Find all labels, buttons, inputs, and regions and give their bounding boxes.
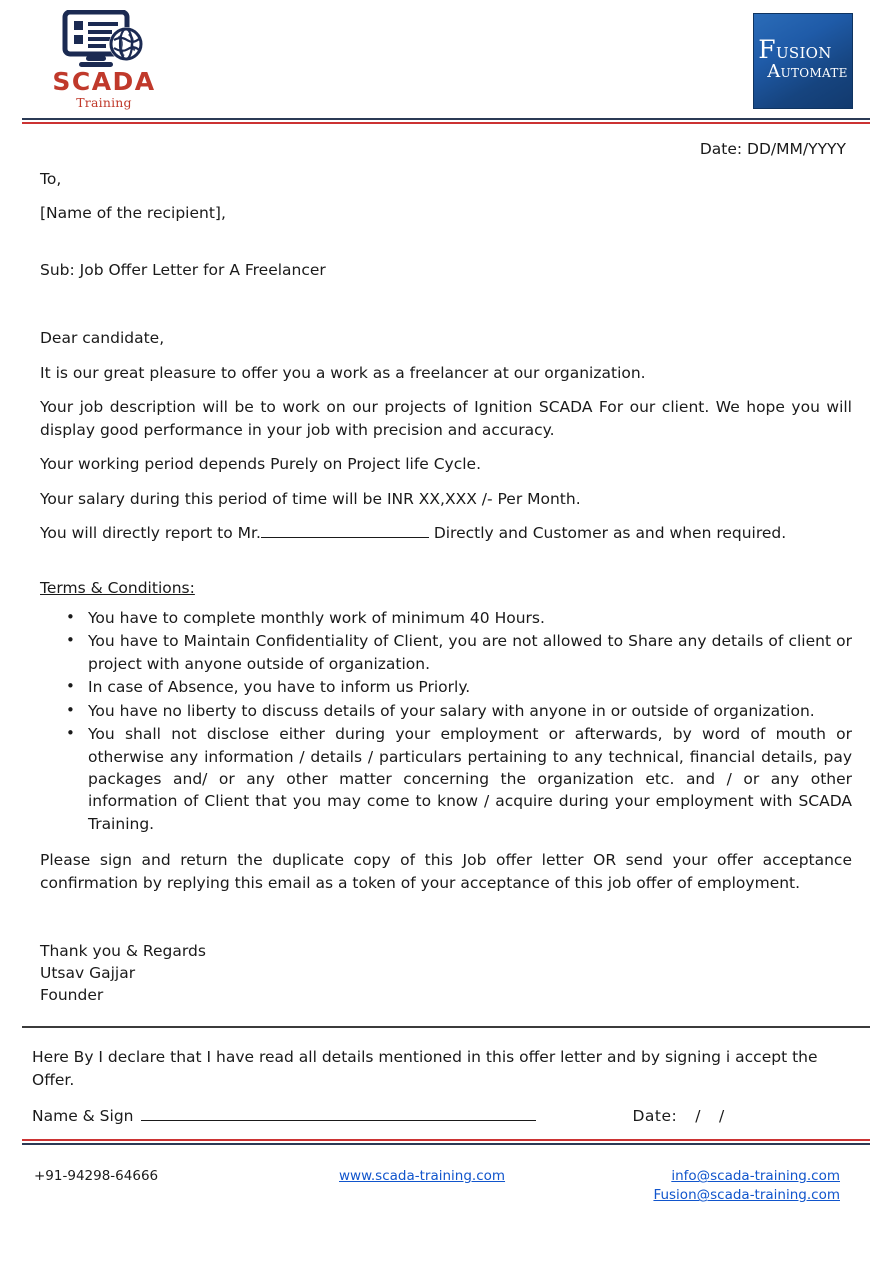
terms-conditions-heading: Terms & Conditions: [40, 578, 195, 597]
fusion-wordmark-line2 [767, 63, 847, 81]
scada-wordmark: SCADA [52, 67, 156, 96]
signoff-title: Founder [40, 986, 104, 1005]
report-to-suffix: Directly and Customer as and when required. [428, 524, 787, 543]
fusion-usion-text: USION [775, 44, 832, 62]
recipient-name: [Name of the recipient], [40, 204, 226, 223]
letter-subject: Sub: Job Offer Letter for A Freelancer [40, 260, 326, 279]
salutation: Dear candidate, [40, 329, 165, 348]
header-divider-dark-rule [22, 118, 870, 120]
header-divider [22, 118, 870, 125]
document-header [0, 0, 892, 118]
footer-email-wrap [579, 1168, 858, 1206]
declaration-section [0, 1046, 892, 1125]
declaration-date-field[interactable] [632, 1107, 724, 1125]
letter-body [0, 140, 892, 1006]
footer-divider-red-rule [22, 1139, 870, 1141]
fusion-a-cap: A [767, 61, 781, 82]
info-email-link[interactable]: info@scada-training.com [671, 1168, 840, 1185]
declaration-signature-row [32, 1107, 860, 1125]
fusion-automate-logo [754, 14, 852, 108]
report-to-prefix: You will directly report to Mr. [40, 524, 261, 543]
paragraph-3: Your working period depends Purely on Project life Cycle. [40, 455, 482, 474]
declaration-text: Here By I declare that I have read all details mentioned in this offer letter and by signing i accept the Offer. [32, 1048, 818, 1089]
signoff-block [40, 940, 852, 1006]
scada-training-logo [44, 10, 164, 110]
header-divider-red-rule [22, 122, 870, 124]
list-item: • In case of Absence, you have to inform us Priorly. [88, 676, 852, 698]
signoff-thanks: Thank you & Regards [40, 942, 206, 961]
list-item: • You have to complete monthly work of minimum 40 Hours. [88, 607, 852, 629]
name-sign-blank[interactable] [141, 1107, 536, 1121]
list-item: • You have no liberty to discuss details of your salary with anyone in or outside of organization. [88, 700, 852, 722]
paragraph-1: It is our great pleasure to offer you a work as a freelancer at our organization. [40, 363, 646, 382]
closing-paragraph: Please sign and return the duplicate copy of this Job offer letter OR send your offer acceptance confirmation by replying this email as a token of your acceptance of this job offer of employment. [40, 851, 852, 892]
declaration-date-label: Date: [632, 1107, 678, 1126]
manager-name-blank[interactable] [261, 523, 429, 538]
footer-divider-dark-rule [22, 1143, 870, 1145]
paragraph-5 [40, 522, 852, 544]
list-item: • You shall not disclose either during your employment or afterwards, by word of mouth or otherwise any information / details / particulars pertaining to any technical, financial details, pay packages and/ or any other matter concerning the organization etc. and / or any other information of Client that you may come to know / acquire during your employment with SCADA Training. [88, 723, 852, 835]
monitor-globe-icon [61, 10, 147, 68]
fusion-utomate-text: UTOMATE [780, 66, 848, 80]
letter-date: Date: DD/MM/YYYY [699, 140, 846, 158]
website-link[interactable]: www.scada-training.com [339, 1168, 506, 1185]
fusion-wordmark-line1 [758, 37, 847, 62]
to-label: To, [40, 170, 62, 188]
signoff-name: Utsav Gajjar [40, 964, 136, 983]
footer-divider [22, 1139, 870, 1146]
date-slash-1: / [695, 1107, 701, 1126]
footer-phone: +91-94298-64666 [34, 1168, 159, 1185]
declaration-divider-wrap [0, 1026, 892, 1028]
document-footer [0, 1168, 892, 1206]
declaration-divider [22, 1026, 870, 1028]
paragraph-2: Your job description will be to work on our projects of Ignition SCADA For our client. We hope you will display good performance in your job with precision and accuracy. [40, 398, 852, 439]
footer-website-wrap [339, 1168, 579, 1184]
name-sign-label: Name & Sign [32, 1107, 134, 1126]
fusion-email-link[interactable]: Fusion@scada-training.com [653, 1187, 840, 1204]
date-slash-2: / [719, 1107, 725, 1126]
terms-conditions-list [40, 607, 852, 836]
list-item: • You have to Maintain Confidentiality of Client, you are not allowed to Share any details of client or project with anyone outside of organization. [88, 630, 852, 675]
fusion-f-cap: F [758, 35, 776, 64]
scada-tagline: Training [76, 95, 132, 110]
paragraph-4: Your salary during this period of time will be INR XX,XXX /- Per Month. [40, 489, 581, 508]
